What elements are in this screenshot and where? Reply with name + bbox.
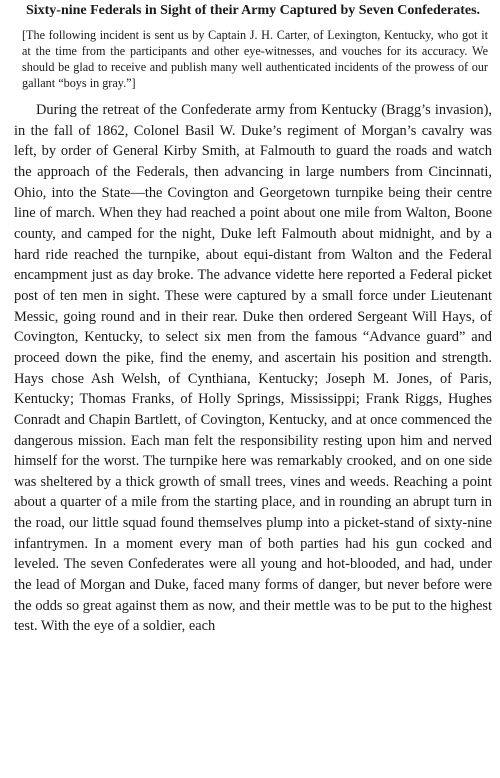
article-body: During the retreat of the Confederate army from Kentucky (Bragg’s invasion), in the fall of 1862, Colonel Basil W. Duke’s regiment of Morgan’s cavalry was left, by order of General Kirby Smith, at Falmouth to guard the roads and watch the approach of the Federals, then advancing in large numbers from Cincinnati, Ohio, into the State—the Covington and Georgetown turnpike being their centre line of march. When they had reached a point about one mile from Walton, Boone county, and camped for the night, Duke left Falmouth about midnight, and by a hard ride reached the turnpike, about equi-distant from Walton and the Federal encampment just as day broke. The advance vidette here reported a Federal picket post of ten men in sight. These were captured by a small force under Lieutenant Messic, going round and in their rear. Duke then ordered Sergeant Will Hays, of Covington, Kentucky, to select six men from the famous “Advance guard” and proceed down the pike, find the enemy, and ascertain his position and strength. Hays chose Ash Welsh, of Cynthiana, Kentucky; Joseph M. Jones, of Paris, Kentucky; Thomas Franks, of Holly Springs, Mississippi; Frank Riggs, Hughes Conradt and Chapin Bartlett, of Covington, Kentucky, and at once commenced the dangerous mission. Each man felt the responsibility resting upon him and nerved himself for the worst. The turnpike here was remarkably crooked, and on one side was sheltered by a thick growth of small trees, vines and weeds. Reaching a point about a quarter of a mile from the starting place, and in rounding an abrupt turn in the road, our little squad found themselves plump into a picket-stand of sixty-nine infantrymen. In a moment every man of both parties had his gun cocked and leveled. The seven Confederates were all young and hot-blooded, and had, under the lead of Morgan and Duke, faced many forms of danger, but never before were the odds so great against them as now, and their mettle was to be put to the highest test. With the eye of a soldier, each xyxy=(14,102,492,635)
editor-note: [The following incident is sent us by Captain J. H. Carter, of Lexington, Kentucky, who got it at the time from the participants and other eye-witnesses, and vouches for its accuracy. We should be glad to receive and publish many well authenticated incidents of the prowess of our gallant “boys in gray.”] xyxy=(22,28,488,90)
article-headline: Sixty-nine Federals in Sight of their Army Captured by Seven Confederates. xyxy=(25,3,481,18)
